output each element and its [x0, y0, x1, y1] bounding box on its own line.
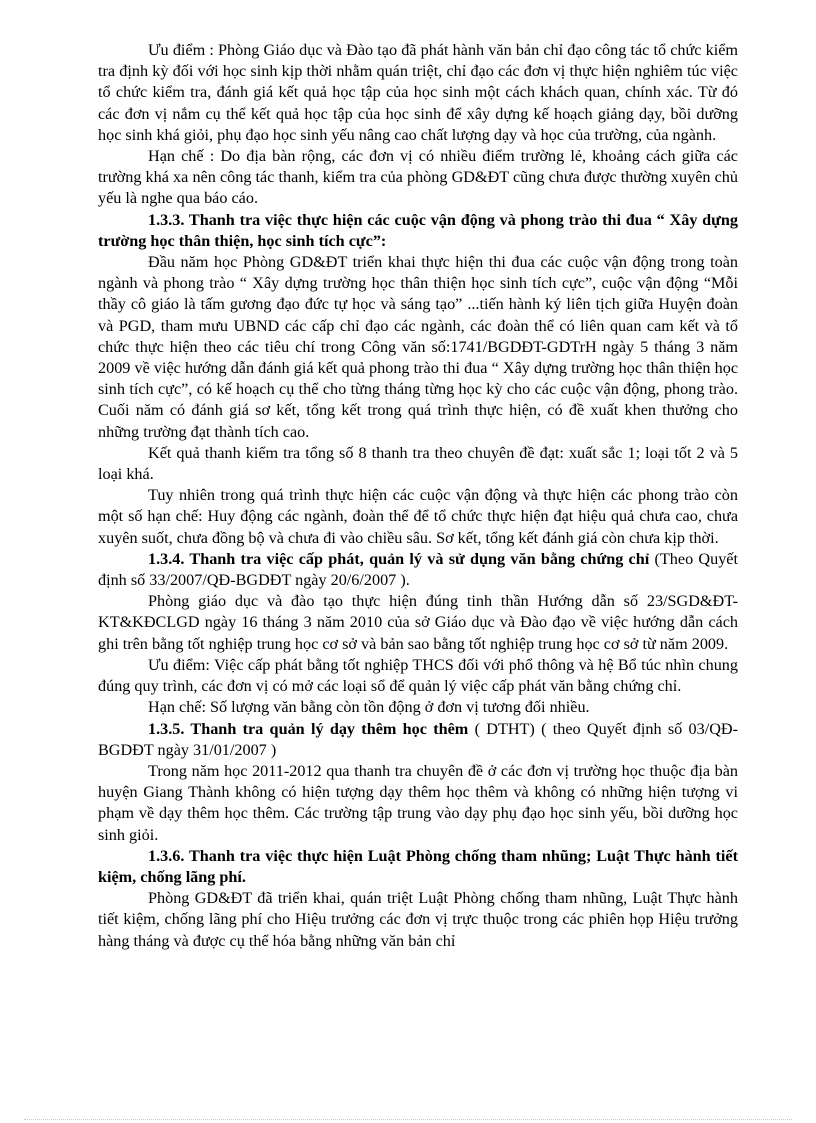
document-body: [98, 40, 738, 952]
heading-1-3-6: 1.3.6. Thanh tra việc thực hiện Luật Phòng chống tham nhũng; Luật Thực hành tiết kiệm, chống lãng phí.: [98, 846, 738, 886]
paragraph-phong-chong-tham-nhung: Phòng GD&ĐT đã triển khai, quán triệt Luật Phòng chống tham nhũng, Luật Thực hành tiết kiệm, chống lãng phí cho Hiệu trưởng các đơn vị trực thuộc trong các phiên họp Hiệu trưởng hàng tháng và được cụ thể hóa bằng những văn bản chỉ: [98, 889, 738, 950]
paragraph-ket-qua-thanh-tra: Kết quả thanh kiểm tra tổng số 8 thanh tra theo chuyên đề đạt: xuất sắc 1; loại tốt 2 và 5 loại khá.: [98, 443, 738, 484]
page-bottom-dotted-line: [24, 1119, 792, 1120]
heading-1-3-3: 1.3.3. Thanh tra việc thực hiện các cuộc vận động và phong trào thi đua “ Xây dựng trường học thân thiện, học sinh tích cực”:: [98, 210, 738, 250]
paragraph-han-che-van-bang: Hạn chế: Số lượng văn bằng còn tồn động ở đơn vị tương đối nhiều.: [148, 698, 590, 717]
heading-1-3-5-title: 1.3.5. Thanh tra quản lý dạy thêm học thêm: [148, 719, 469, 738]
heading-1-3-5-reference: ( DTHT) ( theo Quyết định số 03/QĐ-BGDĐT ngày 31/01/2007 ): [98, 719, 738, 759]
heading-1-3-4-title: 1.3.4. Thanh tra việc cấp phát, quản lý và sử dụng văn bằng chứng chỉ: [148, 549, 650, 568]
paragraph-tuy-nhien-han-che: Tuy nhiên trong quá trình thực hiện các cuộc vận động và thực hiện các phong trào còn một số hạn chế: Huy động các ngành, đoàn thể để tổ chức thực hiện đạt hiệu quả chưa cao, chưa xuyên suốt, chưa đồng bộ và chưa đi vào chiều sâu. Sơ kết, tổng kết đánh giá còn chưa kịp thời.: [98, 486, 738, 547]
paragraph-huong-dan-van-bang: Phòng giáo dục và đào tạo thực hiện đúng tinh thần Hướng dẫn số 23/SGD&ĐT-KT&KĐCLGD ngày 16 tháng 3 năm 2010 của sở Giáo dục và Đào đạo về việc hướng dẫn cách ghi trên bằng tốt nghiệp trung học cơ sở và bản sao bằng tốt nghiệp trung học cơ sở từ năm 2009.: [98, 592, 738, 653]
paragraph-uu-diem-kiem-tra: Ưu điểm : Phòng Giáo dục và Đào tạo đã phát hành văn bản chỉ đạo công tác tổ chức kiểm tra định kỳ đối với học sinh kịp thời nhằm quán triệt, chỉ đạo các đơn vị thực hiện nghiêm túc việc tổ chức kiểm tra, đánh giá kết quả học tập của học sinh một cách khách quan, chính xác. Từ đó các đơn vị nắm cụ thể kết quả học tập của học sinh để xây dựng kế hoạch giảng dạy, bồi dưỡng học sinh khá giỏi, phụ đạo học sinh yếu nâng cao chất lượng dạy và học của trường, của ngành.: [98, 41, 738, 144]
paragraph-cuoc-van-dong: Đầu năm học Phòng GD&ĐT triển khai thực hiện thi đua các cuộc vận động trong toàn ngành và phong trào “ Xây dựng trường học thân thiện học sinh tích cực”, cuộc vận động “Mỗi thầy cô giáo là tấm gương đạo đức tự học và sáng tạo” ...tiến hành ký liên tịch giữa Huyện đoàn và PGD, tham mưu UBND các cấp chỉ đạo các ngành, các đoàn thể có liên quan cam kết và tổ chức thực hiện theo các tiêu chí trong Công văn số:1741/BGDĐT-GDTrH ngày 5 tháng 3 năm 2009 về việc hướng dẫn đánh giá kết quả phong trào thi đua “ Xây dựng trường học thân thiện học sinh tích cực”, có kế hoạch cụ thể cho từng tháng từng học kỳ cho các cuộc vận động, phong trào. Cuối năm có đánh giá sơ kết, tổng kết trong quá trình thực hiện, có đề xuất khen thưởng cho những trường đạt thành tích cao.: [98, 253, 738, 441]
heading-1-3-4-reference: (Theo Quyết định số 33/2007/QĐ-BGDĐT ngày 20/6/2007 ).: [98, 549, 738, 590]
heading-1-3-5: [98, 719, 738, 761]
paragraph-day-them-hoc-them: Trong năm học 2011-2012 qua thanh tra chuyên đề ở các đơn vị trường học thuộc địa bàn huyện Giang Thành không có hiện tượng dạy thêm học thêm và không có những hiện tượng vi phạm về dạy thêm học thêm. Các trường tập trung vào dạy phụ đạo học sinh yếu, bồi dưỡng học sinh giỏi.: [98, 761, 738, 844]
paragraph-uu-diem-van-bang: Ưu điểm: Việc cấp phát bằng tốt nghiệp THCS đối với phổ thông và hệ Bổ túc nhìn chung đúng quy trình, các đơn vị có mở các loại sổ để quản lý việc cấp phát văn bằng chứng chỉ.: [98, 655, 738, 696]
heading-1-3-4: [98, 549, 738, 591]
paragraph-han-che-kiem-tra: Hạn chế : Do địa bàn rộng, các đơn vị có nhiều điểm trường lẻ, khoảng cách giữa các trường khá xa nên công tác thanh, kiểm tra của phòng GD&ĐT cũng chưa được thường xuyên chủ yếu là nghe qua báo cáo.: [98, 147, 738, 208]
